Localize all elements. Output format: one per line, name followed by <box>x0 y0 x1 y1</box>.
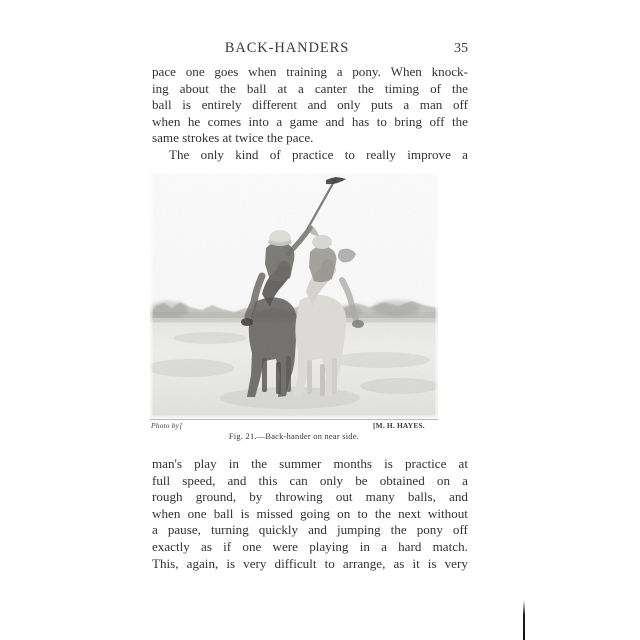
word: on <box>337 505 351 521</box>
word: by <box>249 489 263 505</box>
text-line <box>152 473 468 490</box>
word: into <box>248 113 269 129</box>
word: very <box>444 555 468 571</box>
text-line <box>152 64 468 81</box>
text-line <box>152 506 468 523</box>
text-line <box>152 81 468 98</box>
figure-caption: Fig. 21.—Back-hander on near side. <box>228 432 360 441</box>
word: ing <box>152 80 169 96</box>
photo-credit-right: [M. H. HAYES. <box>373 421 425 430</box>
word: same strokes at twice the pace. <box>152 130 314 146</box>
word: throwing <box>275 489 323 505</box>
word: ball <box>152 97 172 113</box>
word: full <box>152 472 171 488</box>
word: exactly <box>152 538 190 554</box>
page-number: 35 <box>454 41 468 56</box>
text-line <box>152 522 468 539</box>
word: off <box>429 113 445 129</box>
word: and <box>325 113 345 129</box>
word: is <box>427 555 437 571</box>
word: at <box>458 456 468 471</box>
word: quickly <box>258 522 299 538</box>
word: to <box>376 113 387 129</box>
word: really <box>366 146 396 162</box>
word: many <box>365 489 395 505</box>
word: when <box>248 64 277 79</box>
word: practice <box>404 456 447 471</box>
word: about <box>179 80 209 96</box>
word: difficult <box>274 555 317 571</box>
word: When <box>390 64 422 79</box>
word: in <box>359 538 370 554</box>
word: speed, <box>182 472 216 488</box>
word: one <box>242 538 262 554</box>
word: a <box>298 80 304 96</box>
word: obtained <box>379 472 425 488</box>
word: the <box>452 80 468 96</box>
figure-illustration <box>150 172 438 418</box>
word: this <box>258 472 278 488</box>
word: missed <box>256 505 293 521</box>
word: the <box>390 522 407 538</box>
word: when <box>152 505 181 521</box>
word: out <box>335 489 353 505</box>
word: as <box>201 538 212 554</box>
word: hard <box>398 538 422 554</box>
text-line <box>152 539 468 556</box>
word: as <box>393 555 405 571</box>
word: months <box>333 456 373 471</box>
word: only <box>200 146 224 162</box>
word: a <box>276 113 283 129</box>
text-line <box>152 147 468 164</box>
word: bring <box>394 113 423 129</box>
word: play <box>194 456 217 471</box>
word: off <box>452 522 468 538</box>
word: summer <box>279 456 322 471</box>
word: again, <box>186 555 219 571</box>
word: he <box>187 113 201 129</box>
photo-credit-left: Photo by] <box>151 421 183 430</box>
word: pause, <box>167 522 201 538</box>
word: a <box>336 64 343 79</box>
word: match. <box>432 538 468 554</box>
word: can <box>289 472 308 488</box>
word: were <box>272 538 298 554</box>
word: of <box>269 146 281 162</box>
word: one <box>187 505 207 521</box>
word: when <box>152 113 181 129</box>
word: game <box>289 113 318 129</box>
word: only <box>337 97 361 113</box>
word: a <box>462 146 468 162</box>
word: of <box>430 80 441 96</box>
word: kind <box>235 146 259 162</box>
page-title: BACK-HANDERS <box>224 40 350 56</box>
word: it <box>412 555 420 571</box>
word: is <box>226 555 236 571</box>
word: ball <box>246 80 267 96</box>
word: next <box>398 505 421 521</box>
word: This, <box>152 555 179 571</box>
word: man's <box>152 456 182 471</box>
word: in <box>228 456 239 471</box>
word: man <box>419 97 443 113</box>
word: has <box>351 113 370 129</box>
word: ball <box>213 505 234 521</box>
word: pony. <box>352 64 381 79</box>
word: and <box>227 472 247 488</box>
word: and <box>308 522 327 538</box>
word: only <box>319 472 344 488</box>
word: and <box>307 97 327 113</box>
text-line <box>152 489 468 506</box>
word: a <box>152 522 158 538</box>
word: pace <box>152 64 176 79</box>
word: pony <box>416 522 443 538</box>
word: very <box>243 555 267 571</box>
word: at <box>277 80 287 96</box>
word: is <box>240 505 250 521</box>
word: turning <box>210 522 249 538</box>
word: a <box>403 97 410 113</box>
word: arrange, <box>342 555 386 571</box>
word: knock- <box>431 64 468 79</box>
text-line <box>152 97 468 114</box>
word: training <box>286 64 327 79</box>
body-text-top <box>152 64 468 164</box>
running-head <box>152 40 468 60</box>
body-text-bottom <box>152 456 468 572</box>
word: timing <box>384 80 420 96</box>
photograph-polo-backhander <box>150 172 438 418</box>
credit-rule <box>150 419 438 420</box>
word: without <box>427 505 468 521</box>
word: is <box>384 456 393 471</box>
word: one <box>185 64 205 79</box>
word: puts <box>370 97 393 113</box>
word: different <box>252 97 297 113</box>
word: be <box>355 472 368 488</box>
word: a <box>381 538 387 554</box>
word: going <box>300 505 330 521</box>
word: a <box>462 472 468 488</box>
word: is <box>182 97 191 113</box>
text-line <box>152 130 468 147</box>
word: comes <box>207 113 242 129</box>
word: the <box>374 505 391 521</box>
word: goes <box>214 64 239 79</box>
word: practice <box>291 146 334 162</box>
word: and <box>449 489 468 505</box>
word: playing <box>309 538 349 554</box>
word: balls, <box>407 489 436 505</box>
word: the <box>451 113 468 129</box>
text-line <box>152 556 468 573</box>
word: entirely <box>201 97 242 113</box>
word: improve <box>407 146 451 162</box>
word: rough <box>152 489 183 505</box>
text-line <box>152 456 468 473</box>
word: the <box>357 80 374 96</box>
word: to <box>324 555 335 571</box>
word: the <box>251 456 268 471</box>
word: off <box>452 97 468 113</box>
text-line <box>152 114 468 131</box>
word: the <box>219 80 236 96</box>
word: to <box>357 505 368 521</box>
word: if <box>223 538 232 554</box>
word: to <box>344 146 355 162</box>
word: canter <box>314 80 347 96</box>
word: ground, <box>195 489 237 505</box>
binding-shadow <box>523 600 525 640</box>
word: jumping <box>337 522 381 538</box>
word: on <box>436 472 450 488</box>
word: The <box>169 146 190 162</box>
